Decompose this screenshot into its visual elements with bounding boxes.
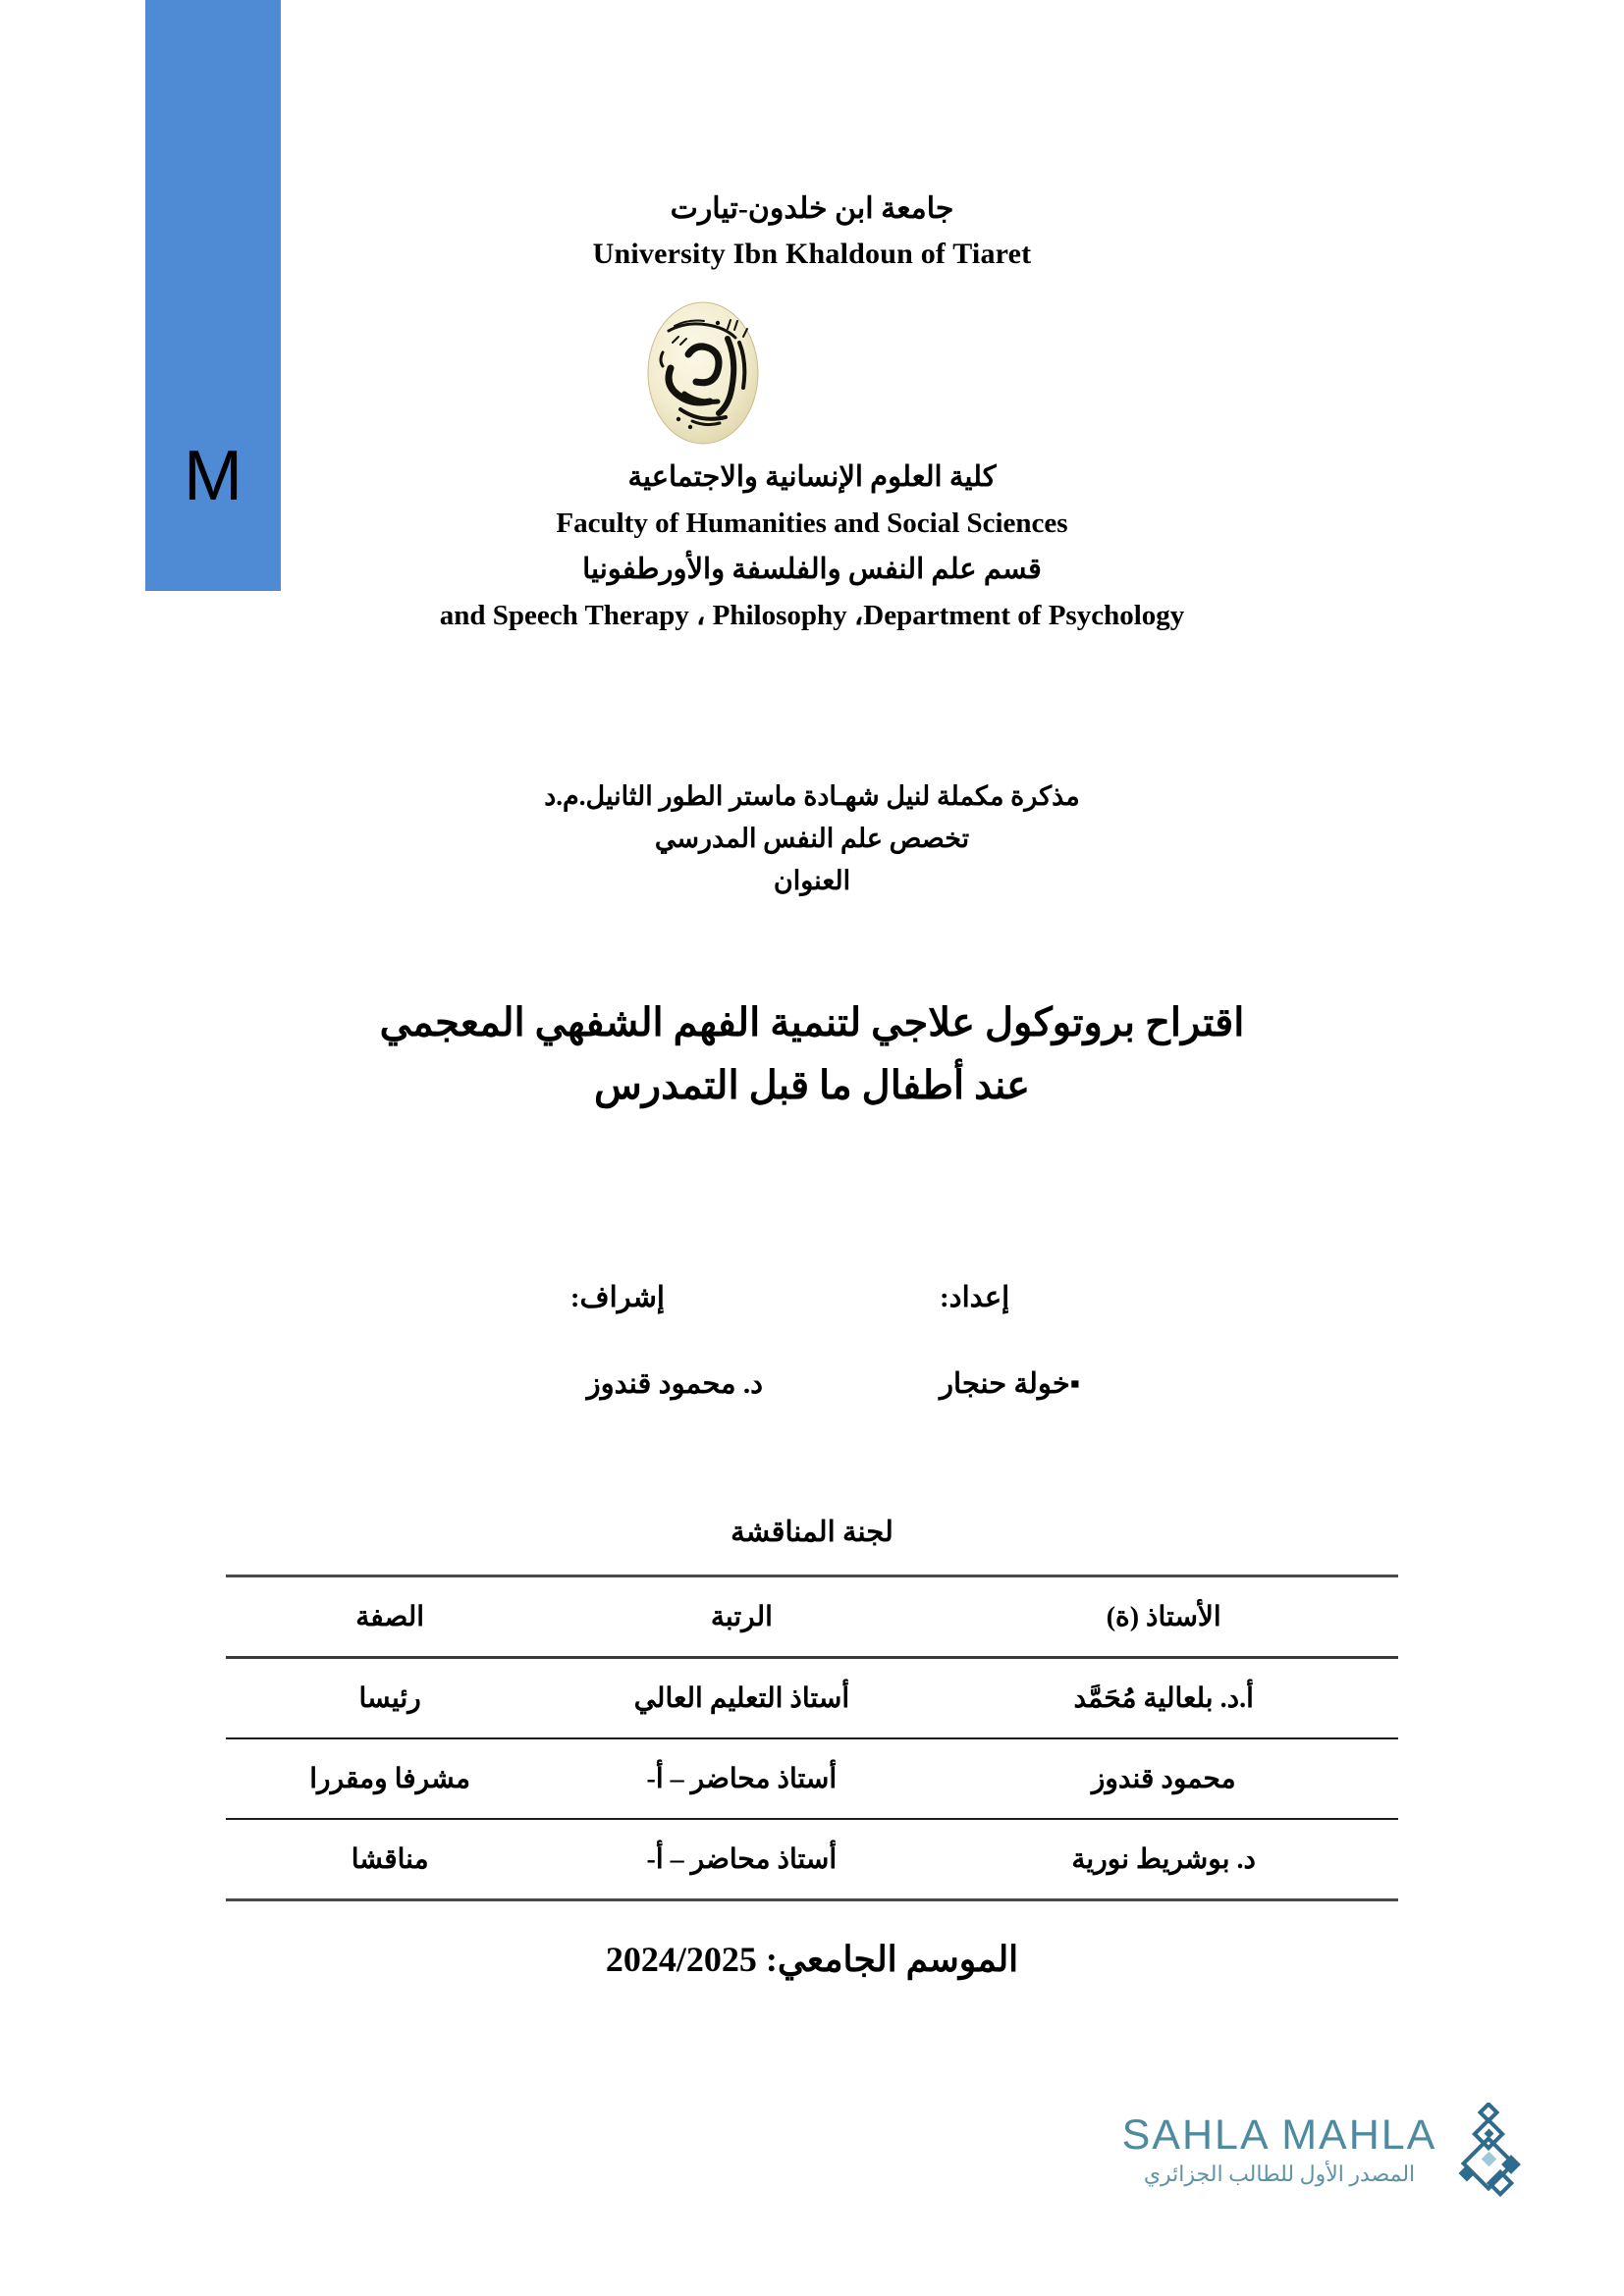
authors-section <box>223 1276 1401 1406</box>
prepared-by-name: ▪خولة حنجار <box>940 1368 1081 1400</box>
jury-member-name: د. بوشريط نورية <box>929 1819 1398 1900</box>
jury-member-name: محمود قندوز <box>929 1738 1398 1819</box>
university-name-ar: جامعة ابن خلدون-تيارت <box>670 192 954 225</box>
prepared-by-label: إعداد: <box>940 1282 1010 1313</box>
prepared-by-column <box>940 1276 1401 1406</box>
supervised-by-column <box>272 1276 763 1406</box>
jury-column-role: الصفة <box>226 1576 554 1658</box>
decorative-bar-letter: M <box>184 437 243 515</box>
table-row <box>226 1658 1398 1739</box>
jury-member-rank: أستاذ محاضر – أ- <box>554 1738 929 1819</box>
thesis-title-line-1: اقتراح بروتوكول علاجي لتنمية الفهم الشفهي المعجمي <box>379 1000 1245 1044</box>
faculty-name-en: Faculty of Humanities and Social Sciences <box>556 507 1068 539</box>
jury-member-role: مناقشا <box>226 1819 554 1900</box>
department-name-ar: قسم علم النفس والفلسفة والأورطفونيا <box>582 554 1042 585</box>
degree-title-label: العنوان <box>773 866 851 895</box>
sahla-mahla-watermark <box>1108 2110 1530 2238</box>
supervised-by-label: إشراف: <box>569 1282 665 1313</box>
university-heading <box>223 187 1401 277</box>
table-row <box>226 1738 1398 1819</box>
jury-title: لجنة المناقشة <box>731 1517 893 1548</box>
degree-line-1: مذكرة مكملة لنيل شهـادة ماستر الطور الثانيل.م.د <box>544 781 1080 811</box>
degree-statement <box>223 775 1401 902</box>
jury-member-role: رئيسا <box>226 1658 554 1739</box>
supervised-by-name: د. محمود قندوز <box>586 1368 763 1400</box>
thesis-title <box>223 991 1401 1117</box>
thesis-title-line-2: عند أطفال ما قبل التمدرس <box>593 1063 1031 1107</box>
watermark-logo-icon <box>1439 2103 1530 2205</box>
degree-specialty: تخصص علم النفس المدرسي <box>654 824 970 853</box>
watermark-brand: SAHLA MAHLA <box>1121 2111 1437 2159</box>
watermark-text <box>1108 2110 1451 2189</box>
jury-member-role: مشرفا ومقررا <box>226 1738 554 1819</box>
jury-column-name: الأستاذ (ة) <box>929 1576 1398 1658</box>
jury-member-rank: أستاذ محاضر – أ- <box>554 1819 929 1900</box>
jury-column-rank: الرتبة <box>554 1576 929 1658</box>
watermark-tagline: المصدر الأول للطالب الجزائري <box>1143 2162 1416 2186</box>
jury-table <box>226 1575 1398 1901</box>
faculty-name-ar: كلية العلوم الإنسانية والاجتماعية <box>627 461 997 493</box>
department-name-en: and Speech Therapy ، Philosophy ،Department of Psychology <box>439 600 1185 631</box>
faculty-heading <box>223 454 1401 639</box>
jury-table-header-row <box>226 1576 1398 1658</box>
jury-member-name: أ.د. بلعالية مُحَمَّد <box>929 1658 1398 1739</box>
table-row <box>226 1819 1398 1900</box>
university-emblem-icon <box>633 299 773 447</box>
jury-member-rank: أستاذ التعليم العالي <box>554 1658 929 1739</box>
academic-year: الموسم الجامعي: 2024/2025 <box>605 1940 1019 1979</box>
university-name-en: University Ibn Khaldoun of Tiaret <box>592 238 1032 270</box>
